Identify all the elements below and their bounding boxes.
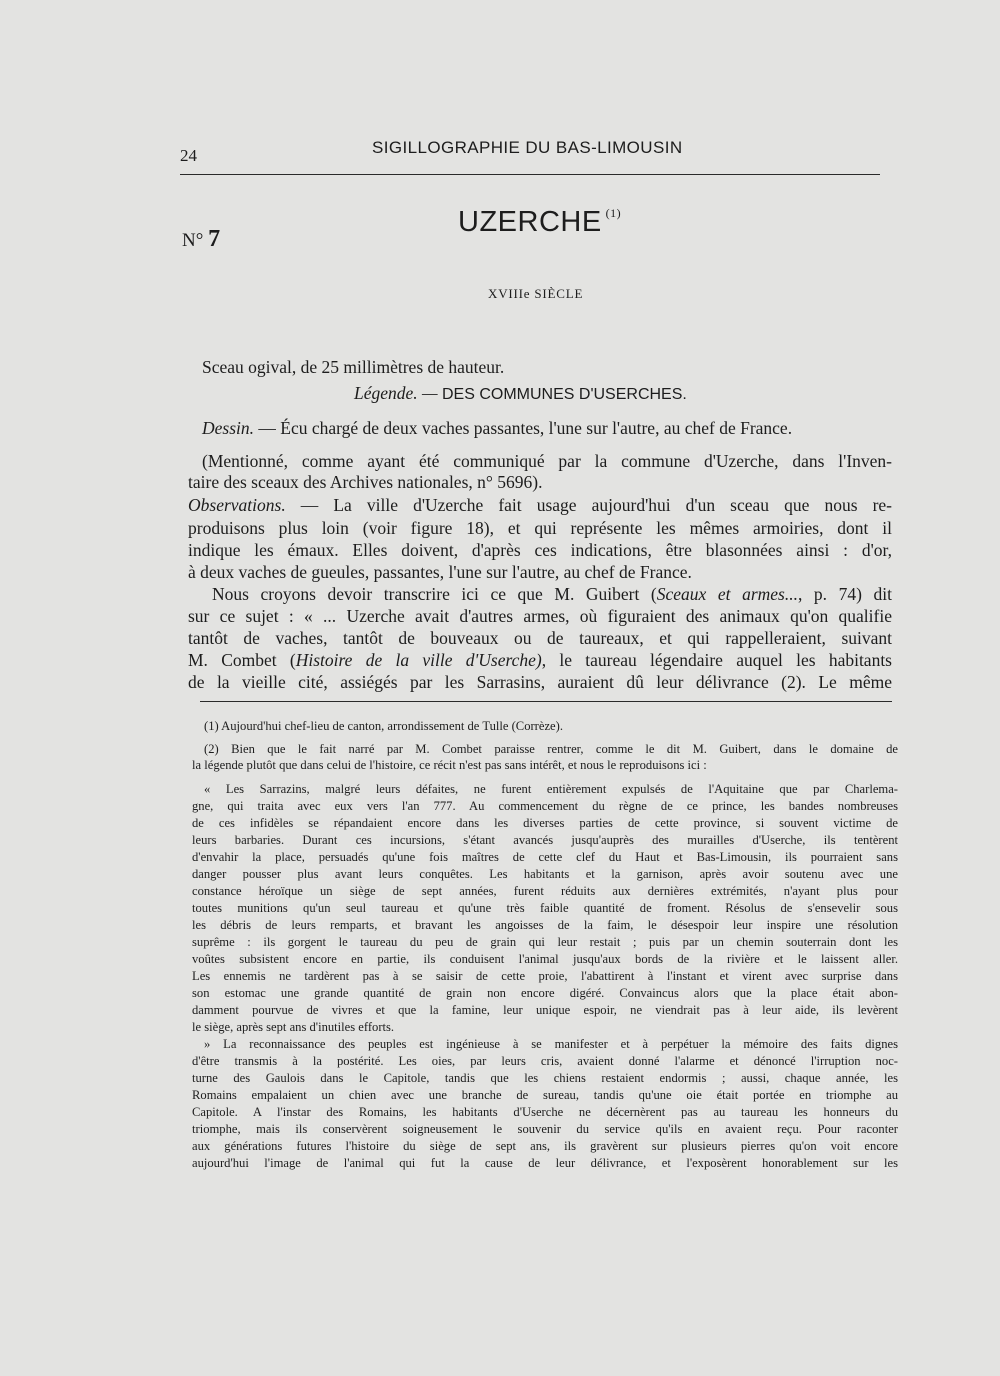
footnote-3-line: Les ennemis ne tardèrent pas à se saisir de cette proie, l'abattirent à l'instant et virent avec surprise dans [192,969,898,983]
footnote-3-line: son estomac une grande quantité de grain non encore digéré. Convaincus alors que la place était abon- [192,986,898,1000]
guibert-title: Sceaux et armes... [656,584,798,604]
combet-b: , le taureau légendaire auquel les habitants [541,650,892,670]
body-line: à deux vaches de gueules, passantes, l'une sur l'autre, au chef de France. [188,562,692,582]
body-line: tantôt de vaches, tantôt de bouveaux ou de taureaux, et qui rappelleraient, suivant [188,628,892,648]
century-label: XVIIIe SIÈCLE [488,286,584,301]
body-line: Sceau ogival, de 25 millimètres de hauteur. [202,357,505,377]
legende-text: DES COMMUNES D'USERCHES. [441,386,687,403]
legende-label: Légende. — [354,383,438,403]
footnote-3-line: le siège, après sept ans d'inutiles efforts. [192,1020,395,1034]
footnote-3-line: de ces infidèles se répandaient encore dans les diverses parties de cette province, si souvent victime de [192,816,898,830]
footnote-4-line: turne des Gaulois dans le Capitole, tandis que les chiens restaient endormis ; aussi, chaque année, les [192,1071,898,1085]
footnote-4-line: d'être transmis à la postérité. Les oies, par leurs cris, avaient donné l'alarme et dénoncé l'irruption noc- [192,1054,898,1068]
footnote-3-line: « Les Sarrazins, malgré leurs défaites, ne furent entièrement expulsés de l'Aquitaine que par Charlema- [204,782,898,796]
body-line-combet [188,649,892,671]
entry-title-note: (1) [605,206,622,220]
running-title: SIGILLOGRAPHIE DU BAS-LIMOUSIN [372,138,683,157]
footnote-2-line: la légende plutôt que dans celui de l'histoire, ce récit n'est pas sans intérêt, et nous le reproduisons ici : [192,758,707,772]
footnote-1: (1) Aujourd'hui chef-lieu de canton, arrondissement de Tulle (Corrèze). [204,719,563,733]
entry-number-label: N° [182,230,204,251]
entry-title [458,206,621,239]
footnote-3-line: toutes munitions qu'un seul taureau et qu'une très faible quantité de froment. Résolus de s'ensevelir sous [192,901,898,915]
header-rule [180,174,880,175]
footnote-4-line: » La reconnaissance des peuples est ingénieuse à se manifester et à perpétuer la mémoire des faits dignes [204,1037,898,1051]
body-line: de la vieille cité, assiégés par les Sarrasins, auraient dû leur délivrance (2). Le même [188,672,892,692]
body-line: sur ce sujet : « ... Uzerche avait d'autres armes, où figuraient des animaux qu'on qualifie [188,606,892,626]
footnote-3-line: voûtes subsistent encore en partie, ils conduisent l'animal jusqu'aux bords de la rivière et le laissent aller. [192,952,898,966]
guibert-b: , p. 74) dit [797,584,892,604]
footnote-3-line: leurs barbaries. Durant ces incursions, s'étant avancés jusqu'auprès des murailles d'Userche, ils tentèrent [192,833,898,847]
footnote-3-line: d'envahir la place, persuadés qu'une fois maîtres de cette clef du Haut et Bas-Limousin, ils pourraient sans [192,850,898,864]
body-line: produisons plus loin (voir figure 18), et qui représente les mêmes armoiries, dont il [188,518,892,538]
footnote-rule [200,701,892,702]
footnote-4-line: aujourd'hui l'image de l'animal qui fut la cause de leur délivrance, et l'exposèrent honorablement sur les [192,1156,898,1170]
guibert-a: Nous croyons devoir transcrire ici ce que M. Guibert ( [212,584,657,604]
footnote-3-line: les débris de leurs remparts, et bravant les angoisses de la faim, le désespoir leur inspire une résolution [192,918,898,932]
footnote-3-line: gne, qui traita avec eux vers l'an 777. Au commencement du règne de ce prince, les bandes nombreuses [192,799,898,813]
observations-text: — La ville d'Uzerche fait usage aujourd'hui d'un sceau que nous re- [300,495,892,515]
footnote-3-line: damment pourvue de vivres et que la famine, leur unique espoir, ne viendrait pas à leur aide, ils levèrent [192,1003,898,1017]
footnote-2-line: (2) Bien que le fait narré par M. Combet paraisse rentrer, comme le dit M. Guibert, dans le domaine de [204,742,898,756]
body-line-guibert [212,583,892,605]
body-line: indique les émaux. Elles doivent, d'après ces indications, être blasonnées ainsi : d'or, [188,540,892,560]
footnote-3-line: constance héroïque un siège de sept années, furent réduits aux dernières extrémités, n'ayant plus pour [192,884,898,898]
observations-label: Observations. [188,495,286,515]
entry-number-value: 7 [208,226,221,252]
footnote-4-line: Capitole. A l'instar des Romains, les habitants d'Userche ne décernèrent pas au taureau les honneurs du [192,1105,898,1119]
body-line-dessin [202,417,792,439]
footnote-4-line: Romains empalaient un chien avec une branche de sureau, tandis qu'une oie était portée en triomphe au [192,1088,898,1102]
page-number: 24 [180,146,197,165]
dessin-label: Dessin. [202,418,255,438]
body-line-legende [354,382,687,406]
footnote-3-line: suprême : ils gorgent le taureau du peu de grain qui leur restait ; puis par un chemin souterrain dont les [192,935,898,949]
footnote-4-line: triomphe, mais ils conservèrent soigneusement le souvenir du service qu'ils en avaient reçu. Pour raconter [192,1122,898,1136]
combet-a: M. Combet ( [188,650,296,670]
body-line: taire des sceaux des Archives nationales, n° 5696). [188,472,543,492]
body-line: (Mentionné, comme ayant été communiqué par la commune d'Uzerche, dans l'Inven- [202,451,892,471]
body-line-observations [188,494,892,516]
dessin-text: — Écu chargé de deux vaches passantes, l'une sur l'autre, au chef de France. [258,418,793,438]
footnote-3-line: danger pousser plus avant leurs conquêtes. Les habitants et la garnison, après avoir soutenu avec une [192,867,898,881]
entry-title-text: UZERCHE [458,206,602,238]
footnote-4-line: aux générations futures l'histoire du siège de sept ans, ils gravèrent sur plusieurs pierres qu'on voit encore [192,1139,898,1153]
combet-title: Histoire de la ville d'Userche) [295,650,542,670]
entry-number [182,226,220,253]
